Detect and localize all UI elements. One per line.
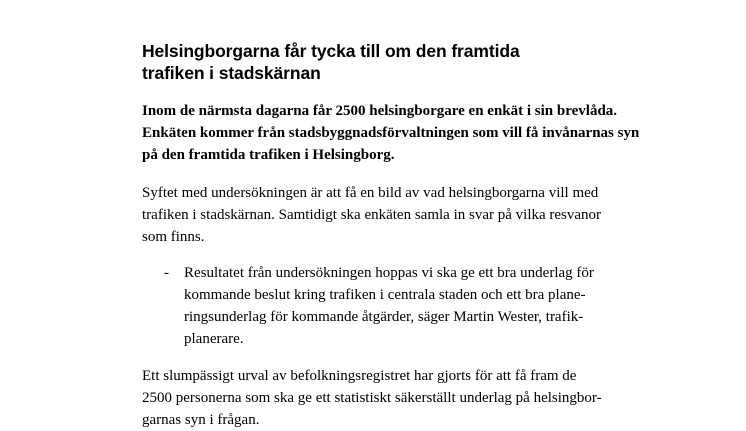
quote-line: Resultatet från undersökningen hoppas vi ska ge ett bra underlag för: [184, 265, 594, 281]
paragraph-line: trafiken i stadskärnan. Samtidigt ska enkäten samla in svar på vilka resvanor: [142, 207, 602, 223]
ingress-line: Enkäten kommer från stadsbyggnadsförvaltningen som vill få invånarnas syn: [142, 125, 640, 141]
paragraph-line: Ett slumpässigt urval av befolkningsregistret har gjorts för att få fram de: [142, 368, 577, 384]
paragraph-line: 2500 personerna som ska ge ett statistiskt säkerställt underlag på helsingbor-: [142, 390, 602, 406]
paragraph-purpose: [142, 182, 612, 248]
headline-line: Helsingborgarna får tycka till om den framtida: [142, 41, 520, 61]
paragraph-sample: [142, 365, 612, 431]
article-headline: [142, 40, 612, 84]
paragraph-line: Syftet med undersökningen är att få en bild av vad helsingborgarna vill med: [142, 185, 599, 201]
headline-line: trafiken i stadskärnan: [142, 63, 321, 83]
quote-dash: -: [164, 265, 169, 281]
quote-block: [142, 262, 612, 350]
ingress-line: Inom de närmsta dagarna får 2500 helsingborgare en enkät i sin brevlåda.: [142, 103, 618, 119]
paragraph-line: garnas syn i frågan.: [142, 412, 260, 428]
paragraph-line: som finns.: [142, 229, 205, 245]
quote-line: planerare.: [184, 331, 244, 347]
ingress-line: på den framtida trafiken i Helsingborg.: [142, 147, 395, 163]
quote-line: ringsunderlag för kommande åtgärder, säger Martin Wester, trafik-: [184, 309, 584, 325]
quote-line: kommande beslut kring trafiken i centrala staden och ett bra plane-: [184, 287, 586, 303]
document-page: [142, 40, 640, 431]
article-ingress: [142, 100, 640, 166]
